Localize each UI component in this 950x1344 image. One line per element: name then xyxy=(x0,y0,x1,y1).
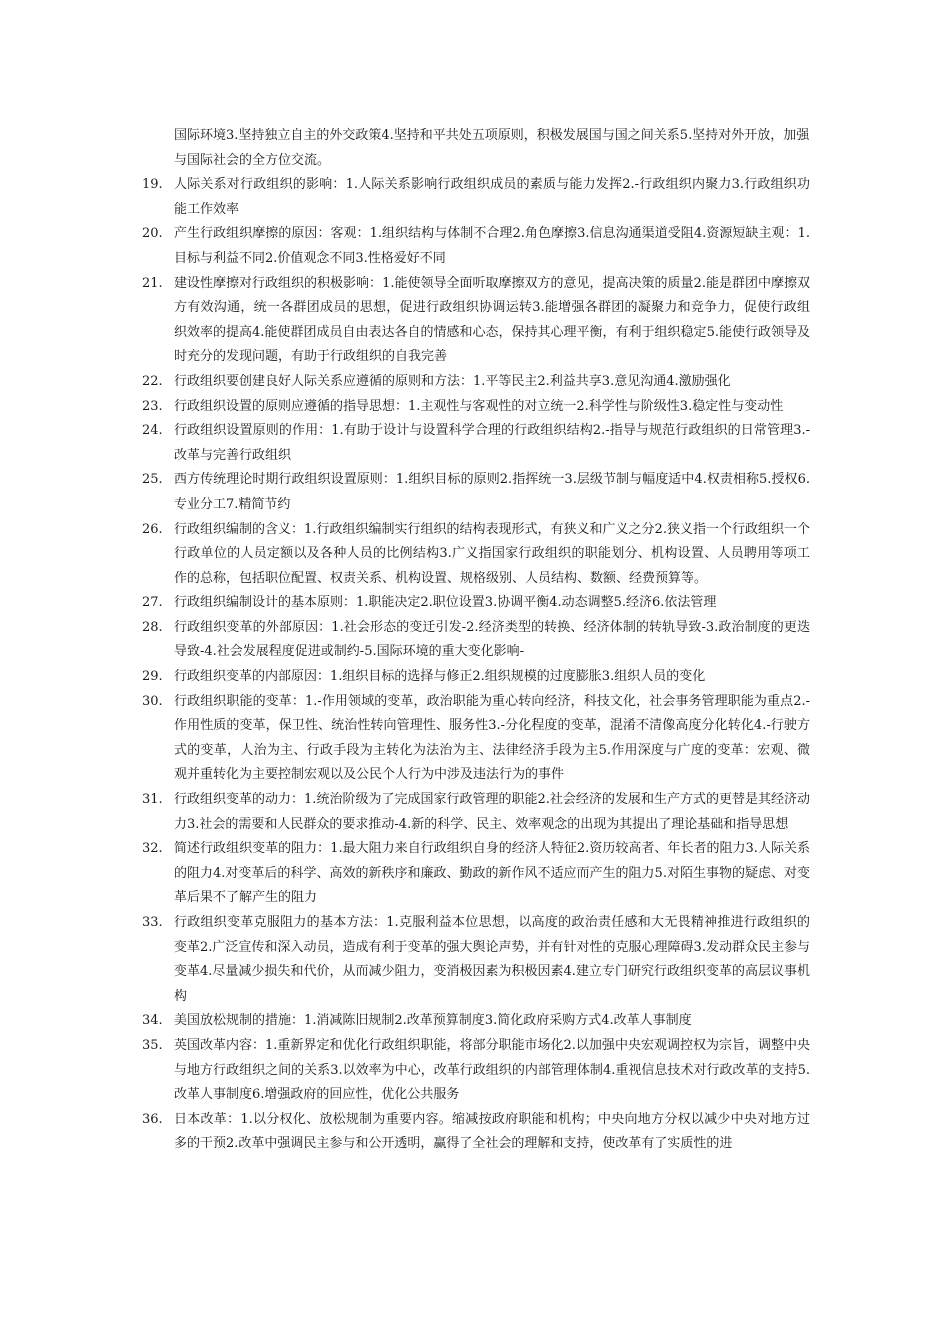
list-item-text: 行政组织变革克服阻力的基本方法：1.克服利益本位思想，以高度的政治责任感和大无畏精神推进行政组织的变革2.广泛宣传和深入动员，造成有利于变革的强大舆论声势，并有针对性的克服心理障碍3.发动群众民主参与变革4.尽量减少损失和代价，从而减少阻力，变消极因素为积极因素4.建立专门研究行政组织变革的高层议事机构 xyxy=(174,915,810,1004)
list-item xyxy=(142,395,810,420)
list-item xyxy=(142,468,810,517)
list-item-text: 英国改革内容：1.重新界定和优化行政组织职能，将部分职能市场化2.以加强中央宏观调控权为宗旨，调整中央与地方行政组织之间的关系3.以效率为中心，改革行政组织的内部管理体制4.重视信息技术对行政改革的支持5.改革人事制度6.增强政府的回应性，优化公共服务 xyxy=(174,1037,810,1103)
list-item-number: 31. xyxy=(142,792,163,808)
numbered-list xyxy=(142,173,810,1157)
list-item xyxy=(142,370,810,395)
list-item xyxy=(142,222,810,271)
list-item xyxy=(142,1108,810,1157)
list-item xyxy=(142,665,810,690)
list-item-number: 27. xyxy=(142,595,163,611)
list-item xyxy=(142,911,810,1009)
list-item-text: 西方传统理论时期行政组织设置原则：1.组织目标的原则2.指挥统一3.层级节制与幅度适中4.权责相称5.授权6.专业分工7.精简节约 xyxy=(174,472,810,512)
list-item xyxy=(142,272,810,370)
list-item-number: 22. xyxy=(142,373,163,389)
list-item-number: 32. xyxy=(142,841,163,857)
list-item xyxy=(142,518,810,592)
list-item-number: 36. xyxy=(142,1111,163,1127)
list-item-text: 行政组织要创建良好人际关系应遵循的原则和方法：1.平等民主2.利益共享3.意见沟通4.激励强化 xyxy=(174,373,731,389)
list-item xyxy=(142,690,810,788)
list-item xyxy=(142,1034,810,1108)
list-item-text: 产生行政组织摩擦的原因：客观：1.组织结构与体制不合理2.角色摩擦3.信息沟通渠道受阻4.资源短缺主观：1.目标与利益不同2.价值观念不同3.性格爱好不同 xyxy=(174,226,810,266)
list-item-text: 行政组织变革的内部原因：1.组织目标的选择与修正2.组织规模的过度膨胀3.组织人员的变化 xyxy=(174,669,706,685)
list-item xyxy=(142,173,810,222)
list-item-text: 美国放松规制的措施：1.消减陈旧规制2.改革预算制度3.简化政府采购方式4.改革人事制度 xyxy=(174,1013,692,1029)
list-item xyxy=(142,419,810,468)
list-item xyxy=(142,1009,810,1034)
list-item-number: 20. xyxy=(142,226,163,242)
list-item-number: 34. xyxy=(142,1013,163,1029)
list-item-text: 行政组织职能的变革：1.-作用领域的变革，政治职能为重心转向经济，科技文化，社会事务管理职能为重点2.-作用性质的变革，保卫性、统治性转向管理性、服务性3.-分化程度的变革，混淆不清像高度分化转化4.-行驶方式的变革，人治为主、行政手段为主转化为法治为主、法律经济手段为主5.作用深度与广度的变革：宏观、微观并重转化为主要控制宏观以及公民个人行为中涉及违法行为的事件 xyxy=(174,693,810,783)
list-item xyxy=(142,616,810,665)
list-item-number: 25. xyxy=(142,472,163,488)
list-item-text: 行政组织编制设计的基本原则：1.职能决定2.职位设置3.协调平衡4.动态调整5.经济6.依法管理 xyxy=(174,595,717,611)
list-item xyxy=(142,591,810,616)
list-item-number: 29. xyxy=(142,669,163,685)
continued-paragraph: 国际环境3.坚持独立自主的外交政策4.坚持和平共处五项原则，积极发展国与国之间关系5.坚持对外开放，加强与国际社会的全方位交流。 xyxy=(174,128,810,168)
list-item xyxy=(142,837,810,911)
list-item-text: 建设性摩擦对行政组织的积极影响：1.能使领导全面听取摩擦双方的意见，提高决策的质量2.能是群团中摩擦双方有效沟通，统一各群团成员的思想，促进行政组织协调运转3.能增强各群团的凝聚力和竞争力，促使行政组织效率的提高4.能使群团成员自由表达各自的情感和心态，保持其心理平衡，有利于组织稳定5.能使行政领导及时充分的发现问题，有助于行政组织的自我完善 xyxy=(174,275,810,365)
list-item-number: 28. xyxy=(142,619,163,635)
list-item-number: 35. xyxy=(142,1037,163,1053)
list-item-number: 30. xyxy=(142,693,163,709)
list-item-number: 21. xyxy=(142,275,163,291)
list-item-number: 23. xyxy=(142,398,163,414)
document-content xyxy=(142,124,810,1157)
list-item-number: 33. xyxy=(142,915,163,930)
list-item-number: 19. xyxy=(142,177,163,193)
list-item-text: 日本改革：1.以分权化、放松规制为重要内容。缩减按政府职能和机构；中央向地方分权以减少中央对地方过多的干预2.改革中强调民主参与和公开透明，赢得了全社会的理解和支持，使改革有了实质性的进 xyxy=(174,1111,810,1152)
list-item-text: 人际关系对行政组织的影响：1.人际关系影响行政组织成员的素质与能力发挥2.-行政组织内聚力3.行政组织功能工作效率 xyxy=(174,177,810,217)
list-item-text: 行政组织变革的外部原因：1.社会形态的变迁引发-2.经济类型的转换、经济体制的转轨导致-3.政治制度的更迭导致-4.社会发展程度促进或制约-5.国际环境的重大变化影响- xyxy=(174,619,810,660)
list-item xyxy=(142,788,810,837)
list-item-text: 行政组织设置的原则应遵循的指导思想：1.主观性与客观性的对立统一2.科学性与阶级性3.稳定性与变动性 xyxy=(174,398,784,414)
list-item-text: 简述行政组织变革的阻力：1.最大阻力来自行政组织自身的经济人特征2.资历较高者、年长者的阻力3.人际关系的阻力4.对变革后的科学、高效的新秩序和廉政、勤政的新作风不适应而产生的阻力5.对陌生事物的疑虑、对变革后果不了解产生的阻力 xyxy=(174,841,810,906)
list-item-text: 行政组织设置原则的作用：1.有助于设计与设置科学合理的行政组织结构2.-指导与规范行政组织的日常管理3.-改革与完善行政组织 xyxy=(174,423,810,463)
list-item-text: 行政组织编制的含义：1.行政组织编制实行组织的结构表现形式，有狭义和广义之分2.狭义指一个行政组织一个行政单位的人员定额以及各种人员的比例结构3.广义指国家行政组织的职能划分、机构设置、人员聘用等项工作的总称，包括职位配置、权责关系、机构设置、规格级别、人员结构、数额、经费预算等。 xyxy=(174,521,810,586)
list-item-number: 24. xyxy=(142,423,163,439)
list-item-number: 26. xyxy=(142,521,163,537)
list-item-text: 行政组织变革的动力：1.统治阶级为了完成国家行政管理的职能2.社会经济的发展和生产方式的更替是其经济动力3.社会的需要和人民群众的要求推动-4.新的科学、民主、效率观念的出现为其提出了理论基础和指导思想 xyxy=(174,792,810,832)
